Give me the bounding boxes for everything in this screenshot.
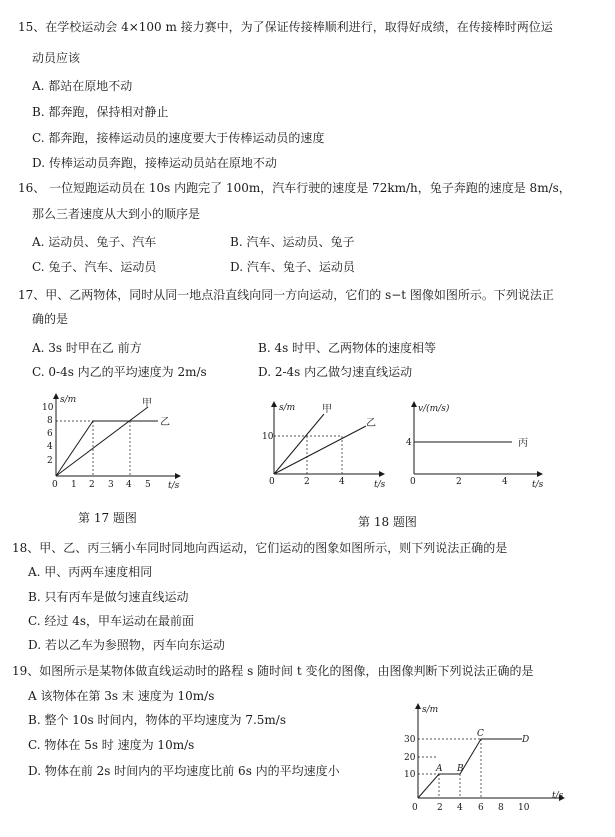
figure-17-graph <box>38 390 188 490</box>
y-axis-label: s/m <box>60 395 77 405</box>
x-axis-label: t/s <box>552 791 564 801</box>
point-d-label: D <box>522 735 530 745</box>
x-axis-label: t/s <box>374 480 386 490</box>
tick-x-2: 2 <box>437 803 443 813</box>
label-jia: 甲 <box>322 404 332 415</box>
figure-18-caption: 第 18 题图 <box>358 515 417 529</box>
tick-x-4: 4 <box>339 477 345 487</box>
x-axis-label: t/s <box>168 481 180 490</box>
figure-17-caption: 第 17 题图 <box>78 511 137 525</box>
tick-y-10: 10 <box>404 770 416 780</box>
q18-option-a: A. 甲、丙两车速度相同 <box>28 565 153 579</box>
q15-option-b: B. 都奔跑，保持相对静止 <box>32 105 169 119</box>
tick-x-3: 3 <box>108 480 114 490</box>
y-axis-label: s/m <box>279 403 296 413</box>
point-a-label: A <box>436 764 443 774</box>
q18-stem: 18、甲、乙、丙三辆小车同时同地向西运动，它们运动的图象如图所示，则下列说法正确的是 <box>12 541 508 555</box>
tick-y-4: 4 <box>47 442 53 452</box>
tick-x-4: 4 <box>502 477 508 487</box>
q19-option-a: A 该物体在第 3s 末 速度为 10m/s <box>28 689 215 703</box>
tick-x-0: 0 <box>269 477 275 487</box>
tick-x-5: 5 <box>145 480 151 490</box>
q19-option-c: C. 物体在 5s 时 速度为 10m/s <box>28 738 195 752</box>
tick-y-30: 30 <box>404 735 416 745</box>
q17-option-d: D. 2-4s 内乙做匀速直线运动 <box>258 365 413 379</box>
tick-x-2: 2 <box>304 477 310 487</box>
q15-stem-cont: 动员应该 <box>32 51 81 65</box>
q19-option-d: D. 物体在前 2s 时间内的平均速度比前 6s 内的平均速度小 <box>28 764 340 778</box>
tick-y-10: 10 <box>42 403 54 413</box>
tick-x-8: 8 <box>498 803 504 813</box>
q19-stem: 19、如图所示是某物体做直线运动时的路程 s 随时间 t 变化的图像，由图像判断下列说法正确的是 <box>12 664 534 678</box>
tick-y-10: 10 <box>262 432 274 442</box>
line-yi <box>56 421 158 476</box>
q15-option-d: D. 传棒运动员奔跑，接棒运动员站在原地不动 <box>32 156 277 170</box>
tick-x-0: 0 <box>410 477 416 487</box>
tick-x-2: 2 <box>89 480 95 490</box>
figure-18-vt-graph <box>402 398 552 490</box>
tick-x-1: 1 <box>71 480 77 490</box>
q16-option-c: C. 兔子、汽车、运动员 <box>32 260 157 274</box>
label-yi: 乙 <box>160 417 170 428</box>
q16-stem-cont: 那么三者速度从大到小的顺序是 <box>32 207 201 221</box>
y-axis-label: v/(m/s) <box>418 404 450 414</box>
q16-option-b: B. 汽车、运动员、兔子 <box>230 235 355 249</box>
q16-option-d: D. 汽车、兔子、运动员 <box>230 260 355 274</box>
tick-x-6: 6 <box>478 803 484 813</box>
tick-x-4: 4 <box>126 480 132 490</box>
figure-18-st-graph <box>262 398 392 490</box>
q18-option-c: C. 经过 4s，甲车运动在最前面 <box>28 614 194 628</box>
tick-x-0: 0 <box>52 480 58 490</box>
path-s-t <box>418 739 522 798</box>
line-jia <box>56 407 148 476</box>
line-jia <box>274 414 324 474</box>
q17-option-a: A. 3s 时甲在乙 前方 <box>32 341 142 355</box>
q16-stem: 16、 一位短跑运动员在 10s 内跑完了 100m，汽车行驶的速度是 72km/h，兔子奔跑的速度是 8m/s， <box>18 181 571 195</box>
figure-19-graph <box>372 700 572 820</box>
q17-option-c: C. 0-4s 内乙的平均速度为 2m/s <box>32 365 207 379</box>
q18-option-b: B. 只有丙车是做匀速直线运动 <box>28 590 189 604</box>
q15-stem: 15、在学校运动会 4×100 m 接力赛中，为了保证传接棒顺利进行，取得好成绩，在传接棒时两位运 <box>18 20 553 34</box>
label-yi: 乙 <box>366 418 376 429</box>
q17-stem-cont: 确的是 <box>32 312 69 326</box>
tick-x-2: 2 <box>456 477 462 487</box>
tick-x-0: 0 <box>412 803 418 813</box>
label-bing: 丙 <box>518 438 528 449</box>
q18-option-d: D. 若以乙车为参照物，丙车向东运动 <box>28 638 225 652</box>
q17-option-b: B. 4s 时甲、乙两物体的速度相等 <box>258 341 437 355</box>
tick-x-4: 4 <box>457 803 463 813</box>
label-jia: 甲 <box>142 398 152 409</box>
q19-option-b: B. 整个 10s 时间内，物体的平均速度为 7.5m/s <box>28 713 286 727</box>
tick-y-4: 4 <box>406 438 412 448</box>
q15-option-a: A. 都站在原地不动 <box>32 79 133 93</box>
q16-option-a: A. 运动员、兔子、汽车 <box>32 235 157 249</box>
point-b-label: B <box>457 764 464 774</box>
q15-option-c: C. 都奔跑，接棒运动员的速度要大于传棒运动员的速度 <box>32 131 325 145</box>
tick-y-20: 20 <box>404 753 416 763</box>
tick-y-2: 2 <box>47 456 53 466</box>
tick-x-10: 10 <box>518 803 530 813</box>
y-axis-label: s/m <box>422 705 439 715</box>
x-axis-label: t/s <box>532 480 544 490</box>
line-yi <box>274 426 366 474</box>
tick-y-8: 8 <box>47 416 53 426</box>
tick-y-6: 6 <box>47 429 53 439</box>
point-c-label: C <box>477 729 484 739</box>
q17-stem: 17、甲、乙两物体，同时从同一地点沿直线向同一方向运动，它们的 s−t 图像如图所示。下列说法正 <box>18 288 554 302</box>
